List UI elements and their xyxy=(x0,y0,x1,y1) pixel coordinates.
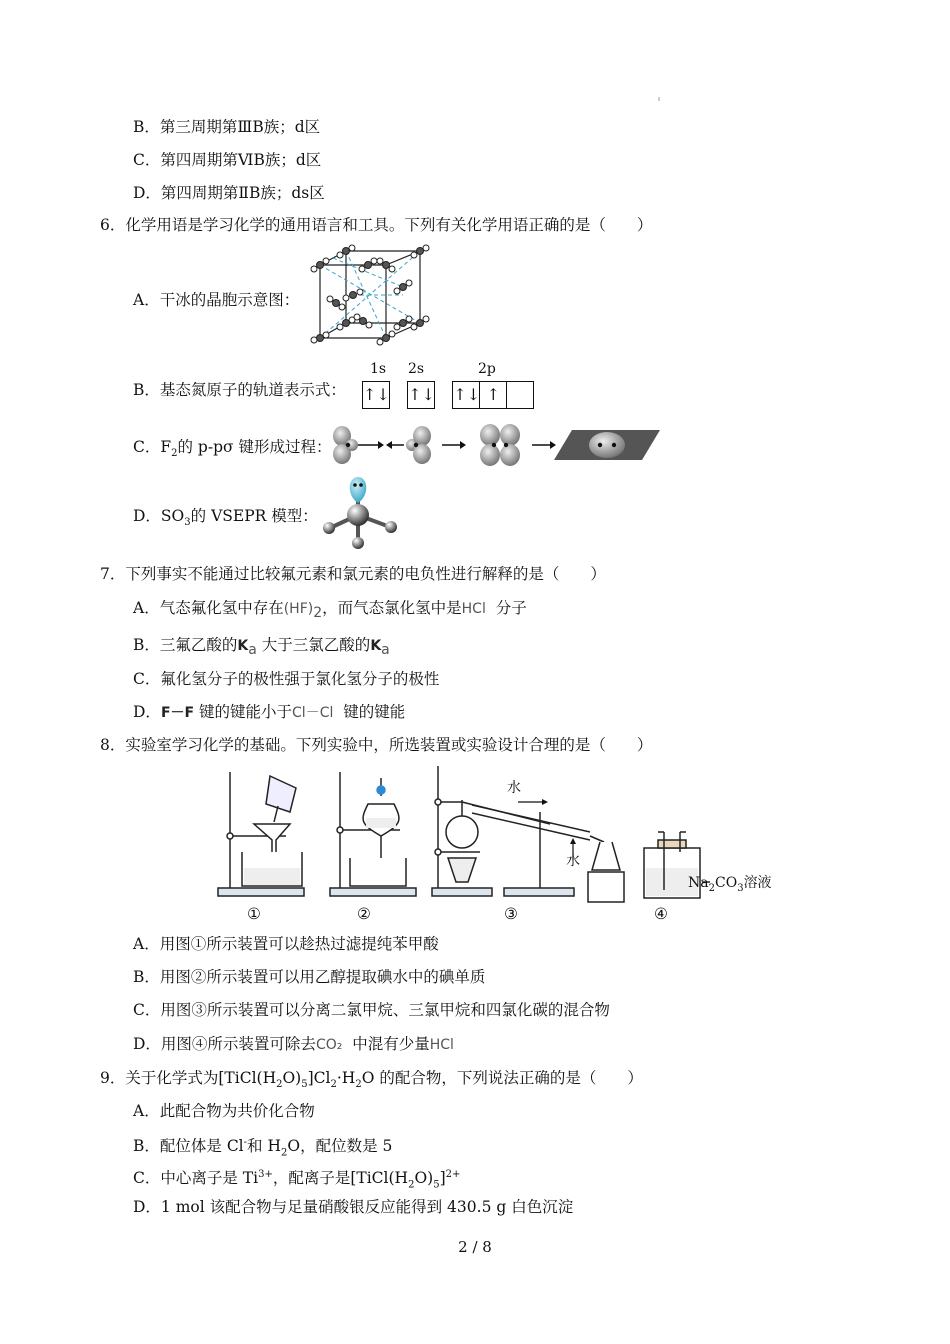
so3-vsepr-model-figure xyxy=(320,473,402,551)
q6-option-d xyxy=(133,506,318,533)
q5-option-b: B．第三周期第ⅢB族；d区 xyxy=(133,118,321,136)
p-p-sigma-bond-figure xyxy=(332,422,662,468)
q7-option-b-k-sub: a xyxy=(248,642,257,659)
q7-option-d-post: 键的键能 xyxy=(343,703,406,721)
q7-option-a-hcl: HCl xyxy=(461,601,486,617)
q6-option-d-sub: 3 xyxy=(184,517,191,529)
q8-option-d-co2: CO₂ xyxy=(315,1037,343,1053)
orbital-label-1s: 1s xyxy=(370,361,387,377)
q5-option-d: D．第四周期第ⅡB族；ds区 xyxy=(133,184,325,202)
orbital-diagram xyxy=(363,381,534,409)
orbital-box-2s: ↑↓ xyxy=(407,381,435,409)
q8-option-a: A．用图①所示装置可以趁热过滤提纯苯甲酸 xyxy=(133,935,439,953)
q7-option-b-k2: K xyxy=(370,638,382,654)
q7-option-d-ff: F－F xyxy=(160,705,195,721)
q9-option-b-sup: - xyxy=(243,1137,248,1148)
q9-option-c-sup: 3+ xyxy=(258,1169,273,1180)
q7-option-b xyxy=(133,635,390,660)
q7-option-a-hf: (HF) xyxy=(283,601,314,617)
figure-label-2: ② xyxy=(357,905,371,923)
q9-option-c-mid: ，配离子是[TiCl(H xyxy=(272,1169,409,1188)
q7-option-a-post: 分子 xyxy=(495,599,527,617)
q7-option-c: C．氟化氢分子的极性强于氯化氢分子的极性 xyxy=(133,670,440,688)
q9-option-c-pre: C．中心离子是 Ti xyxy=(133,1169,259,1188)
orbital-box-1s: ↑↓ xyxy=(362,381,390,409)
q7-option-d xyxy=(133,702,405,723)
q9-option-b: B．配位体是 Cl-和 $H_2O$，配位数是 5 xyxy=(133,1137,393,1159)
q9-option-c-sup2: 2+ xyxy=(445,1169,461,1180)
q8-option-d-pre: D．用图④所示装置可除去 xyxy=(133,1035,316,1053)
orbital-label-2p: 2p xyxy=(478,361,496,377)
q7-option-b-k2-sub: a xyxy=(381,642,390,659)
q8-option-d xyxy=(133,1034,454,1055)
q5-option-c: C．第四周期第ⅥB族；d区 xyxy=(133,151,322,169)
page-mark xyxy=(658,97,660,101)
na2co3-solution-label xyxy=(688,873,772,899)
lab-apparatus-figure xyxy=(210,760,780,928)
q9-stem-pre: 9．关于化学式为[TiCl(H xyxy=(100,1069,277,1087)
na2co3-mid: CO xyxy=(714,875,738,891)
page-number: 2 / 8 xyxy=(458,1238,492,1256)
orbital-label-2s: 2s xyxy=(408,361,425,377)
q9-stem: 9．关于化学式为$[TiCl(H_2O)_5]Cl_2\cdot H_2O$ 的配合物，下列说法正确的是（ ） xyxy=(100,1069,643,1091)
na2co3-pre: Na xyxy=(688,875,709,891)
q9-option-b-pre: B．配位体是 Cl xyxy=(133,1137,244,1156)
q6-option-c-pre: C．F xyxy=(133,438,172,456)
q8-option-d-hcl: HCl xyxy=(429,1037,454,1053)
orbital-box-2p-3 xyxy=(506,381,534,409)
q7-option-a-mid: ，而气态氯化氢中是 xyxy=(322,599,462,617)
q9-option-b-mid: 和 H xyxy=(247,1137,281,1156)
q8-option-d-mid: 中混有少量 xyxy=(352,1035,430,1053)
q6-option-c xyxy=(133,437,332,464)
figure-label-1: ① xyxy=(247,905,261,923)
q7-option-b-k: K xyxy=(237,638,249,654)
q9-option-b-post: O，配位数是 5 xyxy=(287,1137,393,1156)
na2co3-sub2: 3 xyxy=(737,882,744,894)
figure-label-3: ③ xyxy=(504,905,518,923)
q7-option-a-pre: A．气态氟化氢中存在 xyxy=(133,599,284,617)
q7-option-b-mid: 大于三氯乙酸的 xyxy=(261,636,371,654)
q9-option-d: D．1 mol 该配合物与足量硝酸银反应能得到 430.5 g 白色沉淀 xyxy=(133,1198,574,1216)
orbital-box-2p-2: ↑ xyxy=(479,381,507,409)
orbital-box-2p-1: ↑↓ xyxy=(452,381,480,409)
q7-option-d-clcl: Cl－Cl xyxy=(292,705,334,721)
q8-option-b: B．用图②所示装置可以用乙醇提取碘水中的碘单质 xyxy=(133,968,486,986)
q7-option-d-mid: 键的键能小于 xyxy=(199,703,293,721)
q7-stem: 7．下列事实不能通过比较氟元素和氯元素的电负性进行解释的是（ ） xyxy=(100,565,606,583)
q9-stem-post: 的配合物，下列说法正确的是（ ） xyxy=(379,1069,643,1087)
q7-option-a-hf-sub: 2 xyxy=(313,605,323,622)
q6-stem: 6．化学用语是学习化学的通用语言和工具。下列有关化学用语正确的是（ ） xyxy=(100,216,653,234)
q7-option-d-pre: D． xyxy=(133,703,161,721)
q9-option-a: A．此配合物为共价化合物 xyxy=(133,1102,315,1120)
q7-option-a xyxy=(133,598,527,623)
dry-ice-unit-cell-figure xyxy=(306,243,436,355)
q6-option-a: A．干冰的晶胞示意图： xyxy=(133,291,300,309)
q8-stem: 8．实验室学习化学的基础。下列实验中，所选装置或实验设计合理的是（ ） xyxy=(100,736,653,754)
q6-option-c-sub: 2 xyxy=(171,448,178,460)
q6-option-c-post: 的 p-pσ 键形成过程： xyxy=(177,438,332,456)
condenser-water-out-label: 水 xyxy=(507,780,521,796)
figure-label-4: ④ xyxy=(654,905,668,923)
q8-option-c: C．用图③所示装置可以分离二氯甲烷、三氯甲烷和四氯化碳的混合物 xyxy=(133,1001,610,1019)
na2co3-post: 溶液 xyxy=(743,875,772,891)
q9-option-c: C．中心离子是 $Ti^{3+}$，配离子是$[TiCl(H_2O)_5]^{2+}$ xyxy=(133,1169,461,1191)
condenser-water-in-label: 水 xyxy=(566,853,580,869)
q7-option-b-pre: B．三氟乙酸的 xyxy=(133,636,238,654)
na2co3-sub1: 2 xyxy=(708,882,715,894)
q6-option-d-pre: D．SO xyxy=(133,507,185,525)
q6-option-d-post: 的 VSEPR 模型： xyxy=(190,507,318,525)
q6-option-b: B．基态氮原子的轨道表示式： xyxy=(133,381,346,399)
